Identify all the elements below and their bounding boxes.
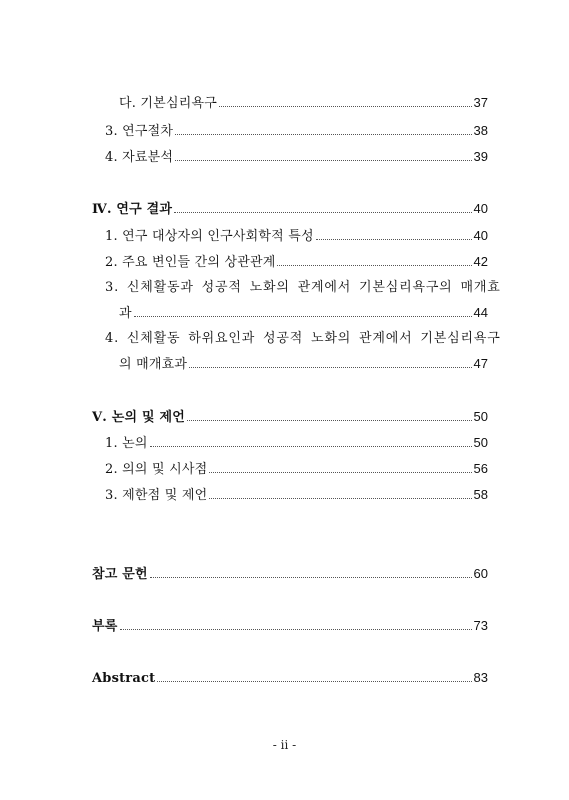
leader-dots bbox=[175, 159, 471, 161]
toc-entry-label: 3. 연구절차 bbox=[105, 124, 174, 139]
toc-chapter[interactable] bbox=[92, 409, 488, 426]
toc-entry[interactable] bbox=[105, 435, 488, 452]
leader-dots bbox=[120, 628, 472, 630]
toc-entry[interactable] bbox=[105, 254, 488, 271]
toc-entry[interactable] bbox=[105, 149, 488, 166]
leader-dots bbox=[174, 211, 471, 213]
toc-chapter-page: 83 bbox=[473, 670, 488, 685]
toc-chapter-page: 40 bbox=[473, 201, 488, 216]
toc-chapter-page: 60 bbox=[473, 566, 488, 581]
toc-entry-page: 56 bbox=[473, 461, 488, 476]
toc-entry-label: 1. 연구 대상자의 인구사회학적 특성 bbox=[105, 229, 314, 244]
page-number-footer: - ii - bbox=[272, 738, 297, 752]
toc-entry-page: 39 bbox=[473, 149, 488, 164]
toc-entry-continuation[interactable] bbox=[119, 356, 488, 373]
toc-entry[interactable] bbox=[105, 461, 488, 478]
toc-entry[interactable] bbox=[105, 123, 488, 140]
toc-chapter-label: 부록 bbox=[92, 619, 118, 634]
toc-chapter[interactable] bbox=[92, 618, 488, 635]
toc-entry-page: 42 bbox=[473, 254, 488, 269]
toc-entry-page: 44 bbox=[473, 305, 488, 320]
leader-dots bbox=[189, 366, 471, 368]
toc-entry-page: 37 bbox=[473, 95, 488, 110]
toc-entry-label: 다. 기본심리욕구 bbox=[119, 96, 217, 111]
leader-dots bbox=[134, 315, 472, 317]
toc-entry-first-line[interactable] bbox=[105, 331, 501, 347]
toc-chapter[interactable] bbox=[92, 670, 488, 687]
toc-entry[interactable] bbox=[105, 487, 488, 504]
leader-dots bbox=[150, 445, 472, 447]
toc-entry-label: 4. 신체활동 하위요인과 성공적 노화의 관계에서 기본심리욕구 bbox=[105, 331, 501, 346]
leader-dots bbox=[187, 419, 472, 421]
toc-entry-page: 58 bbox=[473, 487, 488, 502]
toc-entry-page: 38 bbox=[473, 123, 488, 138]
toc-chapter-page: 50 bbox=[473, 409, 488, 424]
leader-dots bbox=[277, 264, 471, 266]
toc-entry-page: 47 bbox=[473, 356, 488, 371]
leader-dots bbox=[209, 471, 471, 473]
leader-dots bbox=[209, 497, 471, 499]
leader-dots bbox=[219, 105, 472, 107]
toc-entry-label: 의 매개효과 bbox=[119, 357, 188, 372]
toc-chapter-page: 73 bbox=[473, 618, 488, 633]
leader-dots bbox=[175, 133, 471, 135]
toc-entry-label: 2. 주요 변인들 간의 상관관계 bbox=[105, 255, 276, 270]
toc-entry-label: 3. 신체활동과 성공적 노화의 관계에서 기본심리욕구의 매개효 bbox=[105, 280, 501, 295]
leader-dots bbox=[157, 680, 471, 682]
toc-entry-continuation[interactable] bbox=[119, 305, 488, 322]
toc-chapter-label: Abstract bbox=[92, 671, 156, 686]
leader-dots bbox=[316, 238, 472, 240]
toc-entry-label: 1. 논의 bbox=[105, 436, 148, 451]
toc-chapter[interactable] bbox=[92, 201, 488, 218]
toc-entry-page: 50 bbox=[473, 435, 488, 450]
toc-entry-label: 3. 제한점 및 제언 bbox=[105, 488, 208, 503]
toc-entry-label: 과 bbox=[119, 306, 132, 321]
toc-entry-label: 2. 의의 및 시사점 bbox=[105, 462, 208, 477]
toc-entry-page: 40 bbox=[473, 228, 488, 243]
toc-chapter-label: 참고 문헌 bbox=[92, 567, 148, 582]
toc-entry-first-line[interactable] bbox=[105, 280, 501, 296]
leader-dots bbox=[150, 576, 472, 578]
toc-chapter-label: Ⅴ. 논의 및 제언 bbox=[92, 410, 185, 425]
toc-entry-label: 4. 자료분석 bbox=[105, 150, 174, 165]
toc-chapter[interactable] bbox=[92, 566, 488, 583]
toc-entry[interactable] bbox=[105, 228, 488, 245]
toc-entry[interactable] bbox=[119, 95, 488, 112]
toc-chapter-label: Ⅳ. 연구 결과 bbox=[92, 202, 173, 217]
